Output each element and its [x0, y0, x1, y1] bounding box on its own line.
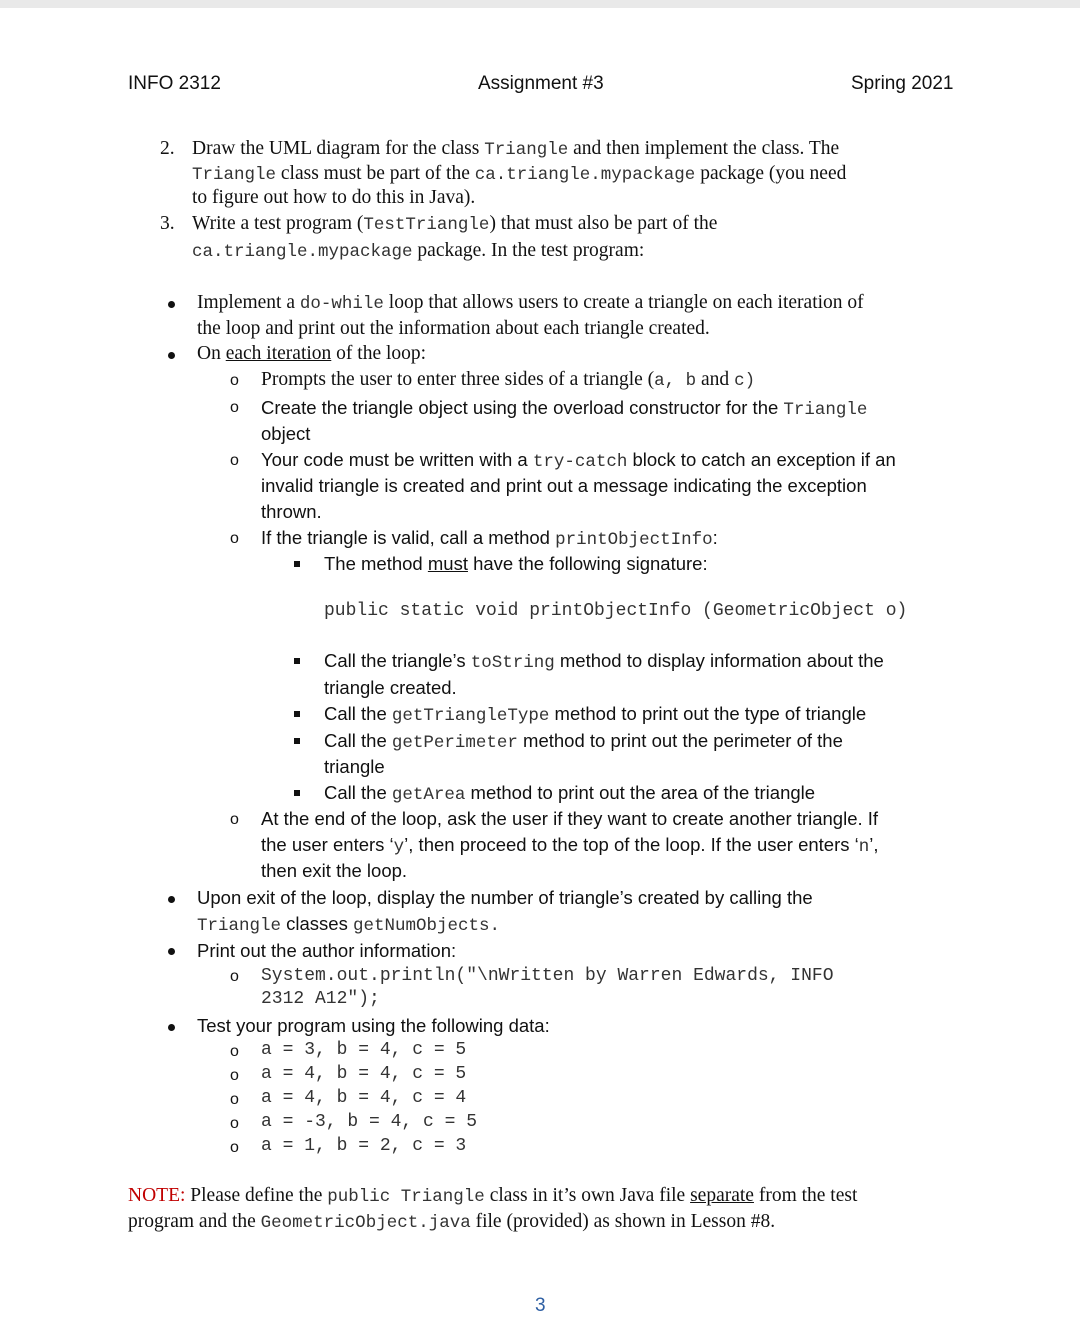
circle-bullet: o: [230, 811, 239, 828]
test-data-3: a = 4, b = 4, c = 4: [261, 1088, 467, 1108]
circle-bullet: o: [230, 1067, 239, 1084]
test-data-2: a = 4, b = 4, c = 5: [261, 1064, 467, 1084]
bullet-4-text: Print out the author information:: [197, 940, 457, 961]
sub-2-line-2: object: [261, 423, 311, 444]
sub-5-line-3: then exit the loop.: [261, 860, 408, 881]
circle-bullet: o: [230, 968, 239, 985]
author-code-line-1: System.out.println("\nWritten by Warren Edwards, INFO: [261, 966, 834, 986]
bullet-5-text: Test your program using the following data:: [197, 1015, 550, 1036]
subsub-3-text: Call the getTriangleType method to print out the type of triangle: [324, 703, 867, 726]
square-bullet: [294, 790, 300, 796]
circle-bullet: o: [230, 1115, 239, 1132]
square-bullet: [294, 738, 300, 744]
circle-bullet: o: [230, 372, 239, 389]
bullet-1-line-2: the loop and print out the information about each triangle created.: [197, 318, 710, 339]
method-signature: public static void printObjectInfo (GeometricObject o): [324, 601, 908, 621]
subsub-1-text: The method must have the following signature:: [324, 553, 708, 574]
item-3-number: 3.: [160, 213, 175, 234]
note-label: NOTE:: [128, 1185, 186, 1206]
subsub-4-line-2: triangle: [324, 756, 385, 777]
note-line-2: program and the GeometricObject.java file (provided) as shown in Lesson #8.: [128, 1211, 776, 1233]
note-line-1: NOTE: Please define the public Triangle class in it’s own Java file separate from the test: [128, 1185, 858, 1207]
item-3-line-2: ca.triangle.mypackage package. In the test program:: [192, 240, 645, 262]
bullet-2-text: On each iteration of the loop:: [197, 343, 427, 364]
square-bullet: [294, 658, 300, 664]
circle-bullet: o: [230, 1139, 239, 1156]
item-3-line-1: Write a test program (TestTriangle) that must also be part of the: [192, 213, 718, 235]
header-course: INFO 2312: [128, 73, 221, 94]
bullet-3-line-2: Triangle classes getNumObjects.: [197, 913, 501, 936]
page-number: 3: [535, 1295, 546, 1316]
bullet-dot: [168, 896, 175, 903]
sub-5-line-1: At the end of the loop, ask the user if they want to create another triangle. If: [261, 808, 879, 829]
header-term: Spring 2021: [851, 73, 954, 94]
subsub-5-text: Call the getArea method to print out the area of the triangle: [324, 782, 816, 805]
sub-5-line-2: the user enters ‘y’, then proceed to the top of the loop. If the user enters ‘n’,: [261, 834, 879, 857]
bullet-dot: [168, 352, 175, 359]
bullet-dot: [168, 948, 175, 955]
top-border: [0, 0, 1080, 8]
item-2-line-3: to figure out how to do this in Java).: [192, 187, 476, 208]
test-data-4: a = -3, b = 4, c = 5: [261, 1112, 478, 1132]
sub-3-line-3: thrown.: [261, 501, 322, 522]
item-2-number: 2.: [160, 138, 175, 159]
square-bullet: [294, 561, 300, 567]
item-2-line-2: Triangle class must be part of the ca.triangle.mypackage package (you need: [192, 163, 847, 185]
circle-bullet: o: [230, 399, 239, 416]
subsub-2-line-2: triangle created.: [324, 677, 457, 698]
sub-1-text: Prompts the user to enter three sides of a triangle (a, b and c): [261, 369, 756, 391]
item-2-line-1: Draw the UML diagram for the class Triangle and then implement the class. The: [192, 138, 840, 160]
bullet-dot: [168, 301, 175, 308]
circle-bullet: o: [230, 530, 239, 547]
square-bullet: [294, 711, 300, 717]
sub-3-line-2: invalid triangle is created and print out a message indicating the exception: [261, 475, 867, 496]
circle-bullet: o: [230, 452, 239, 469]
header-assignment: Assignment #3: [478, 73, 604, 94]
sub-2-line-1: Create the triangle object using the overload constructor for the Triangle: [261, 397, 868, 420]
test-data-1: a = 3, b = 4, c = 5: [261, 1040, 467, 1060]
sub-3-line-1: Your code must be written with a try-catch block to catch an exception if an: [261, 449, 896, 472]
test-data-5: a = 1, b = 2, c = 3: [261, 1136, 467, 1156]
author-code-line-2: 2312 A12");: [261, 989, 380, 1009]
subsub-2-line-1: Call the triangle’s toString method to display information about the: [324, 650, 884, 673]
bullet-1-line-1: Implement a do-while loop that allows users to create a triangle on each iteration of: [197, 292, 864, 314]
sub-4-text: If the triangle is valid, call a method printObjectInfo:: [261, 527, 718, 550]
bullet-3-line-1: Upon exit of the loop, display the number of triangle’s created by calling the: [197, 887, 813, 908]
circle-bullet: o: [230, 1043, 239, 1060]
circle-bullet: o: [230, 1091, 239, 1108]
bullet-dot: [168, 1024, 175, 1031]
subsub-4-line-1: Call the getPerimeter method to print out the perimeter of the: [324, 730, 843, 753]
